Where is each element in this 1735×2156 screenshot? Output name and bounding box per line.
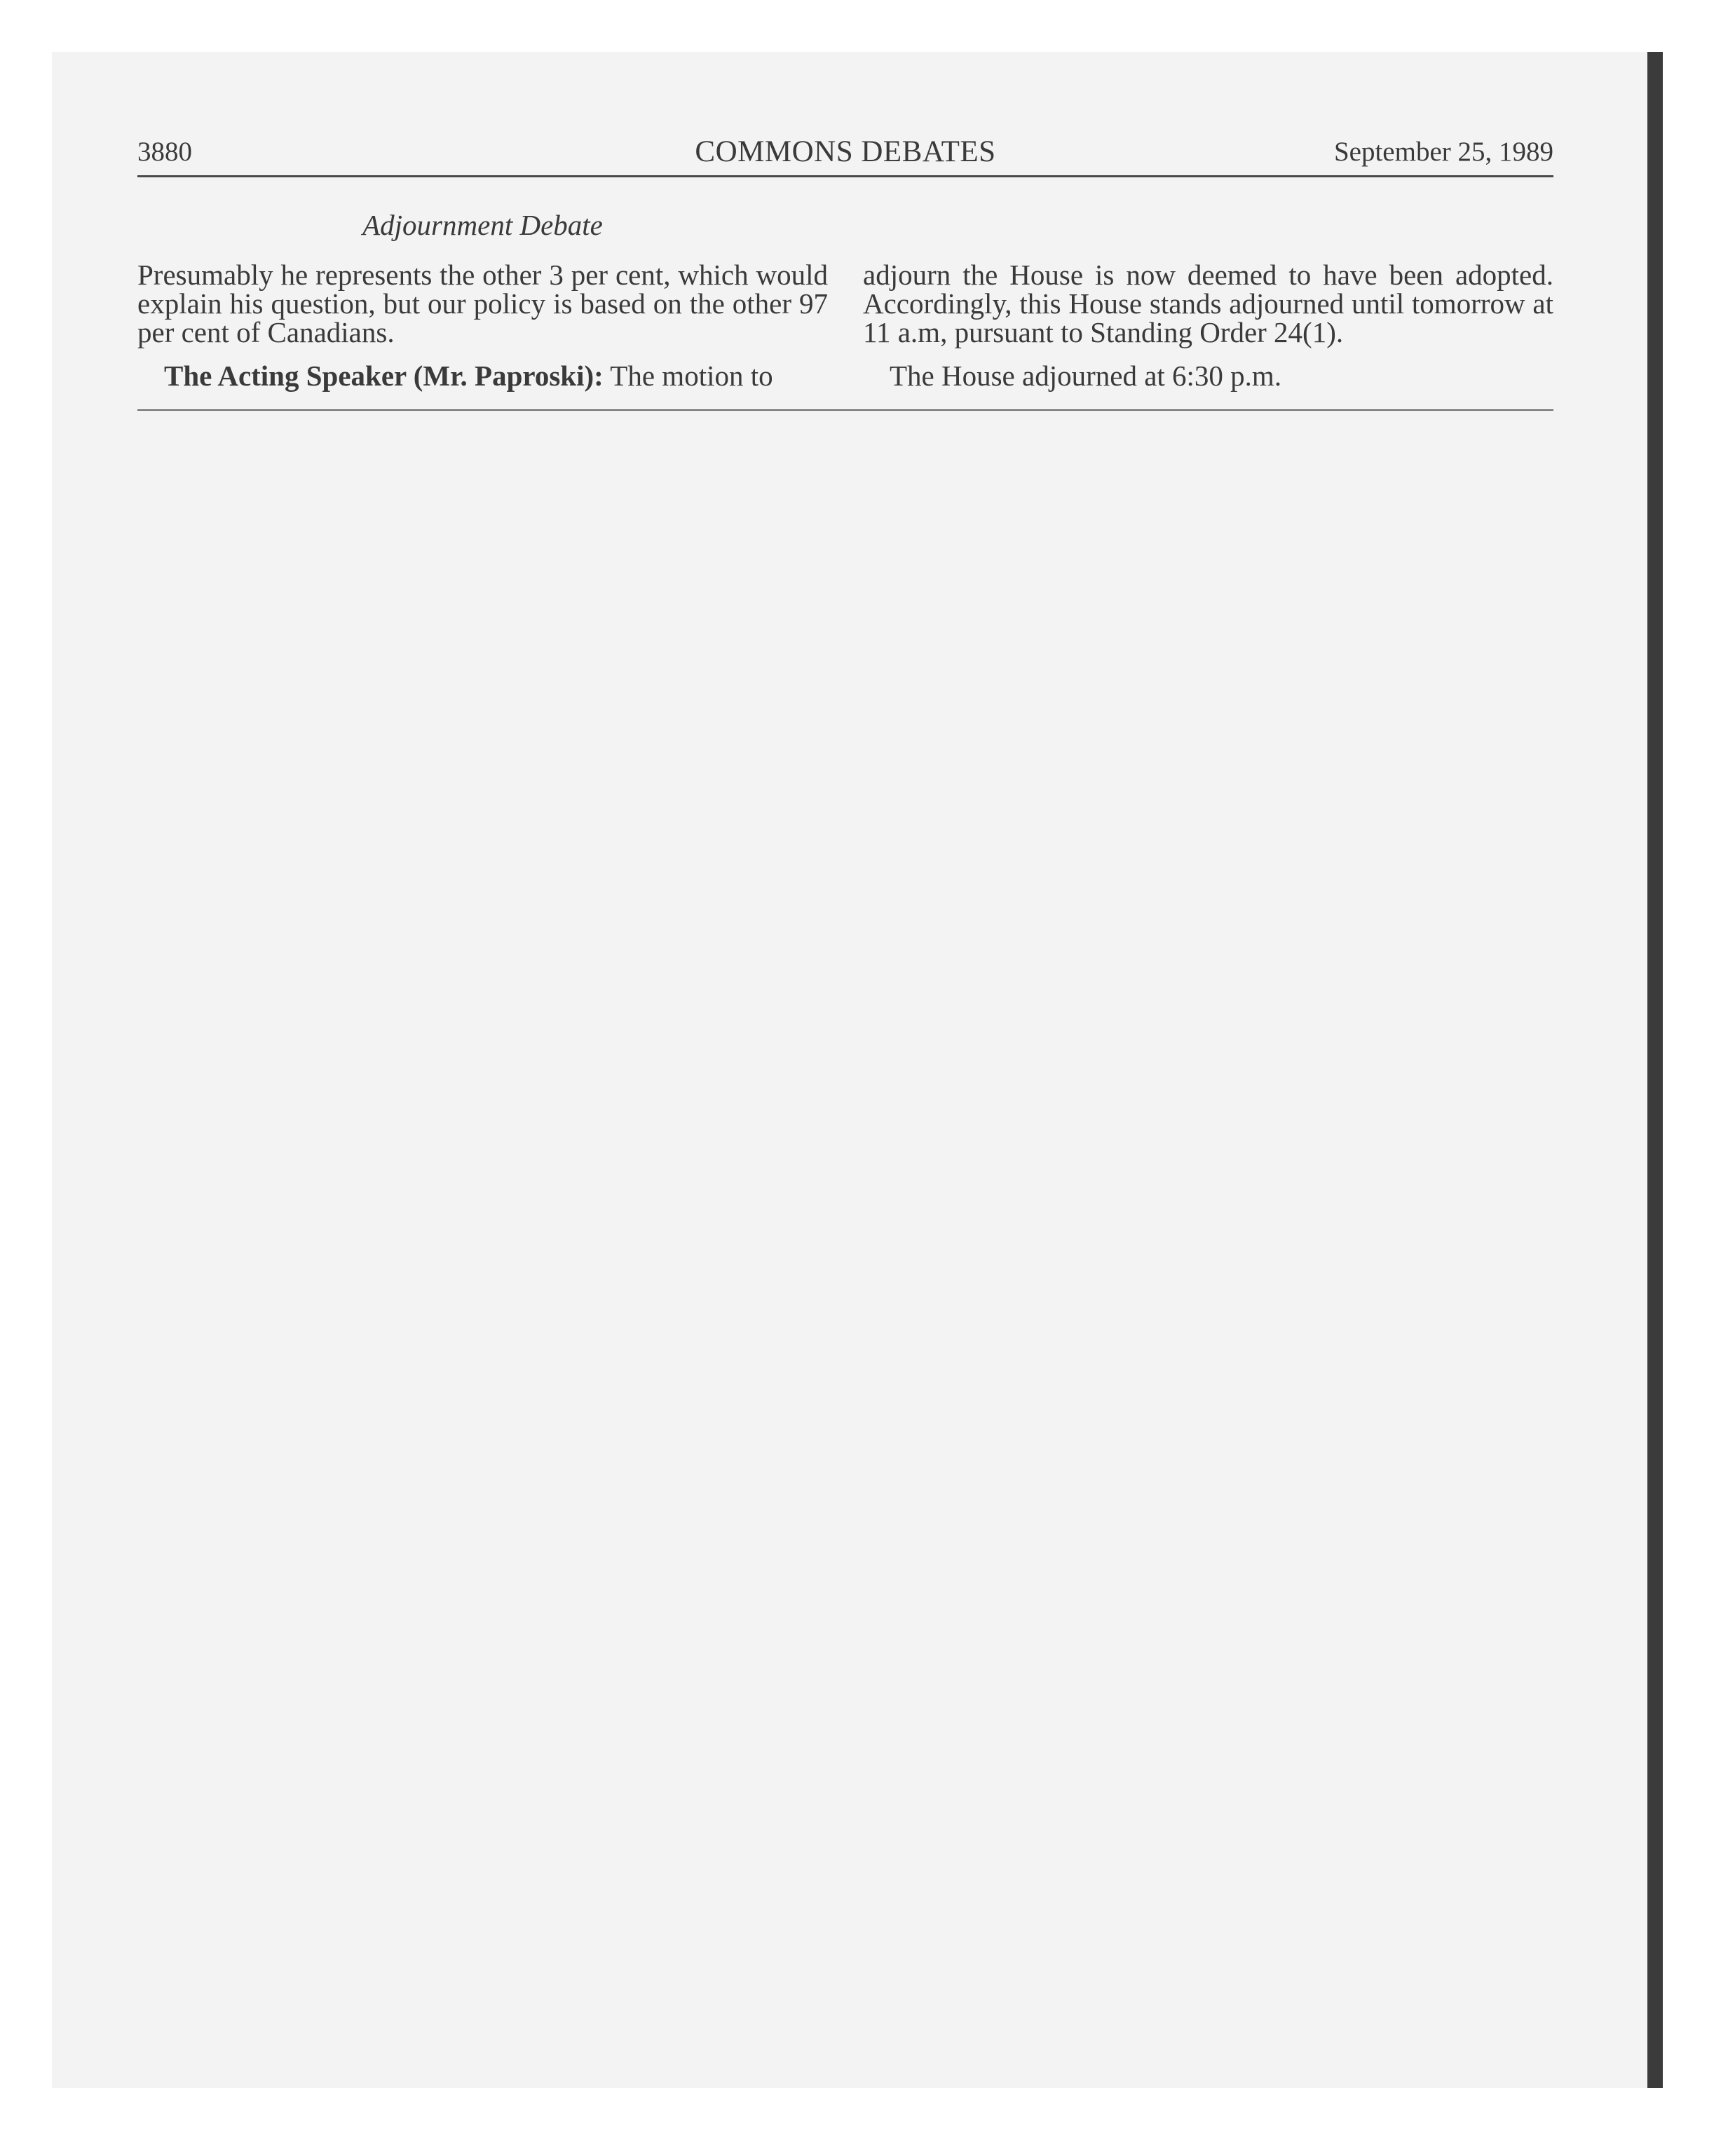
speaker-name: The Acting Speaker (Mr. Paproski):: [164, 360, 604, 392]
section-title: Adjournment Debate: [362, 209, 603, 241]
page-header: [137, 133, 1553, 171]
left-paragraph-2-text: The motion to: [603, 360, 773, 392]
publication-title: COMMONS DEBATES: [695, 135, 996, 168]
right-column: [863, 261, 1553, 405]
end-rule: [137, 409, 1553, 411]
scan-edge-shadow: [1647, 52, 1663, 2088]
left-paragraph-2: [137, 362, 828, 390]
left-column: [137, 261, 828, 405]
right-paragraph-1: adjourn the House is now deemed to have been adopted. Accordingly, this House stands adjourned until tomorrow at 11 a.m, pursuant to Standing Order 24(1).: [863, 259, 1553, 348]
page-number: 3880: [137, 137, 192, 167]
right-paragraph-2: The House adjourned at 6:30 p.m.: [890, 360, 1282, 392]
header-rule: [137, 175, 1553, 177]
page-date: September 25, 1989: [1333, 137, 1553, 167]
left-paragraph-1: Presumably he represents the other 3 per cent, which would explain his question, but our policy is based on the other 97 per cent of Canadians.: [137, 259, 828, 348]
